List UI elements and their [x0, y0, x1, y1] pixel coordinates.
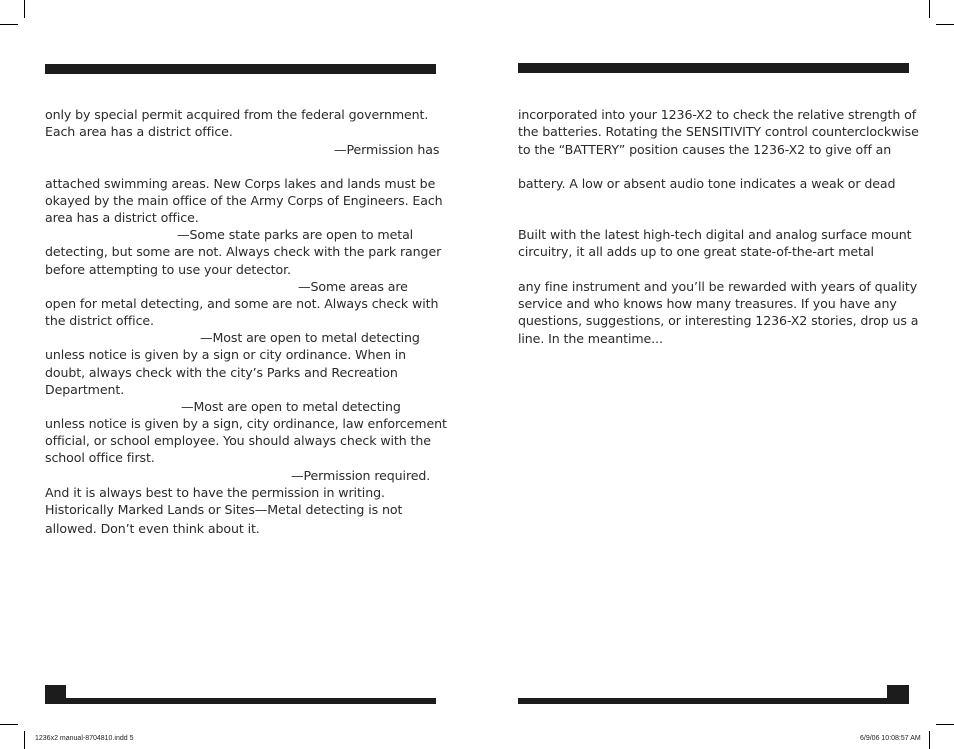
slug-filename: 1236x2 manual-8704810.indd 5	[35, 735, 134, 742]
left_page-text-line: okayed by the main office of the Army Corps of Engineers. Each	[45, 193, 443, 208]
left_page-text-line: Department.	[45, 382, 125, 397]
left_page-text-line: doubt, always check with the city’s Parks and Recreation	[45, 365, 398, 380]
crop-mark-bl-v	[24, 731, 25, 749]
left-page-body	[45, 106, 447, 546]
left-footer-bar	[45, 698, 436, 704]
left_page-text-line: Historically Marked Lands or Sites—Metal detecting is not	[45, 502, 403, 517]
crop-mark-bl-h	[0, 724, 18, 725]
left_page-text-line: unless notice is given by a sign or city ordinance. When in	[45, 347, 407, 362]
crop-mark-br-h	[936, 724, 954, 725]
right-header-bar	[518, 63, 909, 73]
left_page-text-line: And it is always best to have the permission in writing.	[45, 485, 385, 500]
right_page-text-line: service and who knows how many treasures. If you have any	[518, 296, 897, 311]
crop-mark-br-v	[929, 731, 930, 749]
crop-mark-tl-h	[0, 24, 18, 25]
right-footer-bar	[518, 698, 909, 704]
right_page-text-line: the batteries. Rotating the SENSITIVITY control counterclockwise	[518, 124, 919, 139]
right_page-text-line: any fine instrument and you’ll be rewarded with years of quality	[518, 279, 918, 294]
left_page-text-line: before attempting to use your detector.	[45, 262, 291, 277]
left_page-text-line: unless notice is given by a sign, city ordinance, law enforcement	[45, 416, 447, 431]
slug-datetime: 6/9/06 10:08:57 AM	[860, 735, 921, 742]
left_page-text-line: the district office.	[45, 313, 154, 328]
left_page-text-line: school office first.	[45, 450, 155, 465]
left_page-text-line: only by special permit acquired from the federal government.	[45, 107, 429, 122]
crop-mark-tr-v	[929, 0, 930, 18]
right_page-text-line: questions, suggestions, or interesting 1236-X2 stories, drop us a	[518, 313, 919, 328]
left_page-text-line: open for metal detecting, and some are not. Always check with	[45, 296, 439, 311]
right_page-text-line: Built with the latest high-tech digital and analog surface mount	[518, 227, 912, 242]
left_page-text-line: detecting, but some are not. Always check with the park ranger	[45, 244, 442, 259]
right_page-text-line: to the “BATTERY” position causes the 1236-X2 to give off an	[518, 142, 892, 157]
left_page-text-line: Each area has a district office.	[45, 124, 233, 139]
left_page-text-line: —Most are open to metal detecting	[200, 330, 420, 345]
left_page-text-line: official, or school employee. You should always check with the	[45, 433, 431, 448]
right-page-body	[518, 106, 919, 356]
right_page-text-line: battery. A low or absent audio tone indicates a weak or dead	[518, 176, 896, 191]
left_page-text-line: —Most are open to metal detecting	[181, 399, 401, 414]
left_page-text-line: —Permission has	[334, 142, 440, 157]
right_page-text-line: line. In the meantime...	[518, 331, 663, 346]
crop-mark-tr-h	[936, 24, 954, 25]
left_page-text-line: —Some areas are	[298, 279, 408, 294]
left_page-text-line: attached swimming areas. New Corps lakes and lands must be	[45, 176, 436, 191]
left_page-text-line: —Permission required.	[291, 468, 431, 483]
crop-mark-tl-v	[24, 0, 25, 18]
left-header-bar	[45, 64, 436, 74]
right_page-text-line: circuitry, it all adds up to one great state-of-the-art metal	[518, 244, 874, 259]
left_page-text-line: —Some state parks are open to metal	[177, 227, 414, 242]
left_page-text-line: allowed. Don’t even think about it.	[45, 521, 260, 536]
right_page-text-line: incorporated into your 1236-X2 to check the relative strength of	[518, 107, 917, 122]
left_page-text-line: area has a district office.	[45, 210, 199, 225]
